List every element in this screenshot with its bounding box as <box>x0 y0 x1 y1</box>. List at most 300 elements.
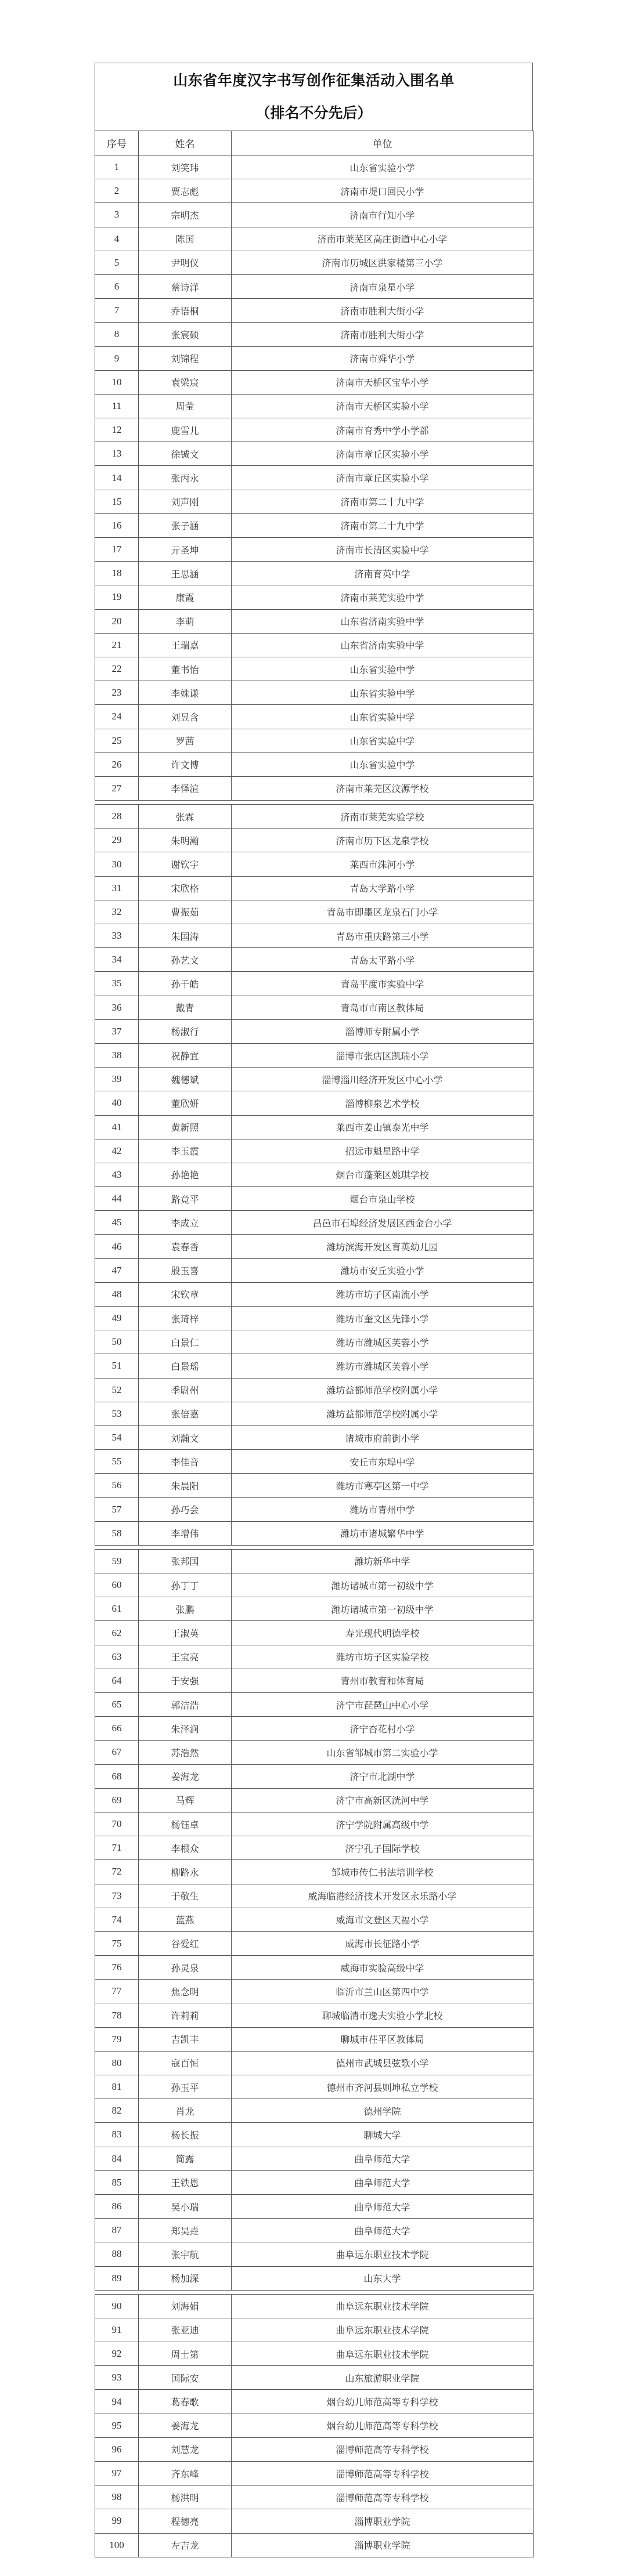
row-number: 56 <box>95 1474 139 1497</box>
row-unit: 济南市第二十九中学 <box>232 513 534 537</box>
row-name: 王淑英 <box>139 1621 232 1645</box>
row-unit: 潍坊市潍城区芙蓉小学 <box>232 1330 534 1354</box>
table-row <box>95 1621 534 1645</box>
row-number: 11 <box>95 394 139 418</box>
row-name: 孙艺文 <box>139 948 232 972</box>
row-number: 12 <box>95 418 139 442</box>
row-number: 27 <box>95 776 139 800</box>
row-number: 92 <box>95 2342 139 2366</box>
row-unit: 烟台幼儿师范高等专科学校 <box>232 2414 534 2437</box>
row-unit: 潍坊市奎文区先锋小学 <box>232 1307 534 1330</box>
row-unit: 淄博师专附属小学 <box>232 1019 534 1043</box>
row-number: 45 <box>95 1211 139 1235</box>
row-unit: 淄博师范高等专科学校 <box>232 2462 534 2485</box>
row-number: 20 <box>95 609 139 633</box>
row-unit: 邹城市传仁书法培训学校 <box>232 1860 534 1884</box>
row-unit: 淄博市张店区凯瑞小学 <box>232 1043 534 1067</box>
row-unit: 济南市莱芜区汶源学校 <box>232 776 534 800</box>
table-row <box>95 1645 534 1669</box>
row-unit: 德州市武城县弦歌小学 <box>232 2051 534 2075</box>
row-unit: 淄博师范高等专科学校 <box>232 2485 534 2509</box>
row-unit: 山东大学 <box>232 2266 534 2290</box>
row-name: 肖龙 <box>139 2099 232 2123</box>
table-row <box>95 1426 534 1449</box>
row-number: 24 <box>95 705 139 729</box>
table-row <box>95 1521 534 1545</box>
row-unit: 潍坊诸城市第一初级中学 <box>232 1573 534 1597</box>
row-unit: 烟台幼儿师范高等专科学校 <box>232 2390 534 2414</box>
row-unit: 潍坊市诸城繁华中学 <box>232 1521 534 1545</box>
row-number: 13 <box>95 442 139 466</box>
row-unit: 潍坊市安丘实验小学 <box>232 1258 534 1282</box>
row-name: 李成立 <box>139 1211 232 1235</box>
row-name: 郑昊垚 <box>139 2219 232 2242</box>
row-name: 董书怡 <box>139 657 232 681</box>
row-unit: 烟台市泉山学校 <box>232 1187 534 1211</box>
row-unit: 济南市胜利大街小学 <box>232 299 534 323</box>
row-number: 69 <box>95 1788 139 1812</box>
table-row <box>95 1931 534 1955</box>
table-row <box>95 2462 534 2485</box>
row-unit: 淄博师范高等专科学校 <box>232 2437 534 2461</box>
row-name: 李萌 <box>139 609 232 633</box>
row-unit: 潍坊市坊子区实验学校 <box>232 1645 534 1669</box>
row-name: 孙玉平 <box>139 2075 232 2099</box>
table-header-row <box>95 131 534 155</box>
row-number: 86 <box>95 2194 139 2218</box>
row-name: 路竟平 <box>139 1187 232 1211</box>
table-row <box>95 179 534 203</box>
row-name: 季尉州 <box>139 1378 232 1402</box>
row-name: 张子涵 <box>139 513 232 537</box>
row-unit: 德州学院 <box>232 2099 534 2123</box>
table-row <box>95 2027 534 2051</box>
row-number: 5 <box>95 251 139 274</box>
table-row <box>95 370 534 394</box>
row-unit: 青岛市即墨区龙泉石门小学 <box>232 900 534 924</box>
row-name: 谢钦宇 <box>139 852 232 876</box>
table-row <box>95 828 534 852</box>
table-row <box>95 2242 534 2266</box>
row-unit: 山东省济南实验中学 <box>232 609 534 633</box>
row-name: 苏浩然 <box>139 1741 232 1764</box>
row-name: 李佳音 <box>139 1450 232 1474</box>
row-unit: 曲阜远东职业技术学院 <box>232 2242 534 2266</box>
table-row <box>95 1235 534 1258</box>
row-name: 张琦梓 <box>139 1307 232 1330</box>
table-row <box>95 1115 534 1139</box>
row-number: 53 <box>95 1402 139 1426</box>
row-number: 73 <box>95 1884 139 1908</box>
row-name: 蓝燕 <box>139 1908 232 1931</box>
row-unit: 济南市历下区龙泉学校 <box>232 828 534 852</box>
row-number: 36 <box>95 996 139 1019</box>
row-number: 3 <box>95 203 139 227</box>
table-row <box>95 2051 534 2075</box>
table-row <box>95 2342 534 2366</box>
row-number: 68 <box>95 1764 139 1788</box>
row-name: 程德亮 <box>139 2509 232 2533</box>
row-number: 1 <box>95 155 139 179</box>
row-number: 39 <box>95 1068 139 1091</box>
row-unit: 济南市莱芜实验学校 <box>232 805 534 828</box>
row-name: 王思涵 <box>139 562 232 585</box>
row-unit: 曲阜师范大学 <box>232 2219 534 2242</box>
title-block <box>95 63 533 131</box>
row-name: 姜海龙 <box>139 1764 232 1788</box>
table-row <box>95 972 534 996</box>
row-unit: 威海市长征路小学 <box>232 1931 534 1955</box>
row-name: 张霖 <box>139 805 232 828</box>
table-row <box>95 1788 534 1812</box>
row-number: 4 <box>95 227 139 251</box>
row-number: 22 <box>95 657 139 681</box>
column-header-seq: 序号 <box>95 131 139 155</box>
row-number: 89 <box>95 2266 139 2290</box>
row-number: 15 <box>95 490 139 513</box>
row-unit: 莱西市姜山镇泰光中学 <box>232 1115 534 1139</box>
row-number: 7 <box>95 299 139 323</box>
table-row <box>95 2390 534 2414</box>
row-number: 91 <box>95 2318 139 2342</box>
row-unit: 青岛太平路小学 <box>232 948 534 972</box>
row-name: 国际安 <box>139 2366 232 2390</box>
roster-document <box>95 63 533 2557</box>
row-number: 50 <box>95 1330 139 1354</box>
row-unit: 聊城临清市逸夫实验小学北校 <box>232 2003 534 2027</box>
roster-table-sections <box>95 131 533 2557</box>
row-number: 28 <box>95 805 139 828</box>
row-number: 74 <box>95 1908 139 1931</box>
row-name: 杨洪明 <box>139 2485 232 2509</box>
row-name: 柳路永 <box>139 1860 232 1884</box>
row-unit: 济宁市高新区洸河中学 <box>232 1788 534 1812</box>
row-unit: 济南市第二十九中学 <box>232 490 534 513</box>
table-row <box>95 705 534 729</box>
row-name: 徐铖文 <box>139 442 232 466</box>
table-row <box>95 996 534 1019</box>
row-name: 张邦国 <box>139 1549 232 1573</box>
table-row <box>95 876 534 900</box>
row-number: 63 <box>95 1645 139 1669</box>
row-number: 75 <box>95 1931 139 1955</box>
table-row <box>95 1980 534 2003</box>
row-number: 80 <box>95 2051 139 2075</box>
row-number: 71 <box>95 1836 139 1860</box>
row-number: 44 <box>95 1187 139 1211</box>
table-row <box>95 2437 534 2461</box>
row-unit: 曲阜远东职业技术学院 <box>232 2342 534 2366</box>
row-name: 王铁恩 <box>139 2170 232 2194</box>
row-name: 寇百恒 <box>139 2051 232 2075</box>
table-row <box>95 1474 534 1497</box>
row-name: 吉凯丰 <box>139 2027 232 2051</box>
table-row <box>95 1163 534 1186</box>
row-number: 72 <box>95 1860 139 1884</box>
row-unit: 济南市莱芜区高庄街道中心小学 <box>232 227 534 251</box>
row-number: 95 <box>95 2414 139 2437</box>
row-number: 21 <box>95 633 139 657</box>
row-unit: 淄博职业学院 <box>232 2509 534 2533</box>
row-unit: 山东省实验中学 <box>232 681 534 705</box>
table-row <box>95 1908 534 1931</box>
table-row <box>95 442 534 466</box>
row-unit: 山东省邹城市第二实验小学 <box>232 1741 534 1764</box>
row-unit: 济南市莱芜实验中学 <box>232 585 534 609</box>
table-row <box>95 852 534 876</box>
row-number: 52 <box>95 1378 139 1402</box>
table-row <box>95 1282 534 1306</box>
table-row <box>95 1693 534 1717</box>
row-number: 76 <box>95 1956 139 1980</box>
column-header-unit: 单位 <box>232 131 534 155</box>
table-row <box>95 1597 534 1621</box>
row-unit: 山东省实验中学 <box>232 657 534 681</box>
row-name: 焦念明 <box>139 1980 232 2003</box>
row-unit: 济宁市琵琶山中心小学 <box>232 1693 534 1717</box>
row-unit: 青州市教育和体育局 <box>232 1669 534 1692</box>
table-row <box>95 562 534 585</box>
row-unit: 济南市长清区实验中学 <box>232 538 534 562</box>
row-number: 6 <box>95 274 139 298</box>
row-name: 许文博 <box>139 752 232 776</box>
row-name: 刘瀚文 <box>139 1426 232 1449</box>
row-unit: 潍坊新华中学 <box>232 1549 534 1573</box>
row-number: 93 <box>95 2366 139 2390</box>
row-name: 刘声刚 <box>139 490 232 513</box>
document-title: 山东省年度汉字书写创作征集活动入围名单 <box>173 72 455 89</box>
row-name: 周莹 <box>139 394 232 418</box>
row-number: 26 <box>95 752 139 776</box>
row-name: 罗茜 <box>139 729 232 752</box>
row-number: 100 <box>95 2533 139 2557</box>
table-row <box>95 729 534 752</box>
row-name: 贾志彪 <box>139 179 232 203</box>
table-row <box>95 633 534 657</box>
table-row <box>95 900 534 924</box>
table-row <box>95 1741 534 1764</box>
row-name: 孙巧会 <box>139 1497 232 1521</box>
row-unit: 青岛大学路小学 <box>232 876 534 900</box>
row-unit: 潍坊市青州中学 <box>232 1497 534 1521</box>
row-unit: 潍坊诸城市第一初级中学 <box>232 1597 534 1621</box>
row-unit: 济南市天桥区实验小学 <box>232 394 534 418</box>
row-unit: 寿光现代明德学校 <box>232 1621 534 1645</box>
row-name: 杨钰卓 <box>139 1812 232 1836</box>
table-row <box>95 2075 534 2099</box>
row-number: 46 <box>95 1235 139 1258</box>
row-name: 谷爱红 <box>139 1931 232 1955</box>
row-number: 17 <box>95 538 139 562</box>
table-row <box>95 776 534 800</box>
row-number: 83 <box>95 2123 139 2147</box>
table-row <box>95 1497 534 1521</box>
row-unit: 潍坊市潍城区芙蓉小学 <box>232 1354 534 1378</box>
row-number: 70 <box>95 1812 139 1836</box>
row-number: 19 <box>95 585 139 609</box>
row-number: 29 <box>95 828 139 852</box>
table-row <box>95 2509 534 2533</box>
table-row <box>95 418 534 442</box>
table-row <box>95 1187 534 1211</box>
table-row <box>95 2318 534 2342</box>
row-number: 96 <box>95 2437 139 2461</box>
table-row <box>95 2266 534 2290</box>
row-number: 66 <box>95 1717 139 1741</box>
row-number: 2 <box>95 179 139 203</box>
table-row <box>95 1378 534 1402</box>
row-name: 张宇航 <box>139 2242 232 2266</box>
row-name: 郭洁浩 <box>139 1693 232 1717</box>
row-name: 葛春歌 <box>139 2390 232 2414</box>
row-name: 刘海娟 <box>139 2294 232 2318</box>
table-row <box>95 466 534 490</box>
row-unit: 济宁市北湖中学 <box>232 1764 534 1788</box>
row-name: 杨长振 <box>139 2123 232 2147</box>
table-row <box>95 1836 534 1860</box>
table-row <box>95 538 534 562</box>
table-row <box>95 609 534 633</box>
row-name: 李玉霞 <box>139 1139 232 1163</box>
row-name: 朱晨阳 <box>139 1474 232 1497</box>
table-row <box>95 2003 534 2027</box>
row-name: 宋钦章 <box>139 1282 232 1306</box>
row-name: 殷玉喜 <box>139 1258 232 1282</box>
row-name: 鹿雪儿 <box>139 418 232 442</box>
table-row <box>95 1402 534 1426</box>
row-unit: 临沂市兰山区第四中学 <box>232 1980 534 2003</box>
row-name: 朱明瀚 <box>139 828 232 852</box>
row-unit: 潍坊益都师范学校附属小学 <box>232 1402 534 1426</box>
row-name: 孙艳艳 <box>139 1163 232 1186</box>
table-row <box>95 585 534 609</box>
row-unit: 山东旅游职业学院 <box>232 2366 534 2390</box>
row-name: 许莉莉 <box>139 2003 232 2027</box>
document-subtitle: （排名不分先后） <box>255 104 372 121</box>
row-number: 8 <box>95 323 139 346</box>
roster-table-section-4 <box>95 2294 534 2557</box>
row-name: 黄新照 <box>139 1115 232 1139</box>
row-number: 57 <box>95 1497 139 1521</box>
row-name: 杨加深 <box>139 2266 232 2290</box>
table-row <box>95 1258 534 1282</box>
roster-table-section-3 <box>95 1549 534 2291</box>
row-name: 尹明仪 <box>139 251 232 274</box>
row-number: 65 <box>95 1693 139 1717</box>
table-row <box>95 1354 534 1378</box>
table-row <box>95 657 534 681</box>
table-row <box>95 203 534 227</box>
row-unit: 烟台市蓬莱区姚琪学校 <box>232 1163 534 1186</box>
row-unit: 济南市章丘区实验小学 <box>232 466 534 490</box>
row-number: 87 <box>95 2219 139 2242</box>
row-number: 32 <box>95 900 139 924</box>
row-unit: 山东省实验小学 <box>232 155 534 179</box>
row-number: 41 <box>95 1115 139 1139</box>
row-unit: 青岛市市南区教体局 <box>232 996 534 1019</box>
row-number: 54 <box>95 1426 139 1449</box>
row-unit: 山东省实验中学 <box>232 729 534 752</box>
table-row <box>95 2123 534 2147</box>
table-row <box>95 1884 534 1908</box>
row-name: 袁梁宸 <box>139 370 232 394</box>
row-unit: 济南市舜华小学 <box>232 346 534 370</box>
row-name: 左吉龙 <box>139 2533 232 2557</box>
row-name: 亓圣坤 <box>139 538 232 562</box>
table-row <box>95 924 534 948</box>
row-name: 张鹏 <box>139 1597 232 1621</box>
row-name: 袁春香 <box>139 1235 232 1258</box>
table-row <box>95 752 534 776</box>
table-row <box>95 1091 534 1115</box>
row-number: 85 <box>95 2170 139 2194</box>
table-row <box>95 1068 534 1091</box>
row-unit: 济南市堤口回民小学 <box>232 179 534 203</box>
row-name: 齐东峰 <box>139 2462 232 2485</box>
row-name: 王宝亮 <box>139 1645 232 1669</box>
table-row <box>95 1211 534 1235</box>
row-number: 48 <box>95 1282 139 1306</box>
row-number: 82 <box>95 2099 139 2123</box>
row-name: 王瑞嘉 <box>139 633 232 657</box>
row-number: 47 <box>95 1258 139 1282</box>
row-number: 99 <box>95 2509 139 2533</box>
row-unit: 潍坊滨海开发区育英幼儿园 <box>232 1235 534 1258</box>
row-name: 蔡诗洋 <box>139 274 232 298</box>
row-name: 孙灵泉 <box>139 1956 232 1980</box>
column-header-name: 姓名 <box>139 131 232 155</box>
table-row <box>95 2533 534 2557</box>
row-unit: 昌邑市石埠经济发展区西金台小学 <box>232 1211 534 1235</box>
row-name: 陈国 <box>139 227 232 251</box>
row-unit: 安丘市东埠中学 <box>232 1450 534 1474</box>
row-number: 23 <box>95 681 139 705</box>
row-name: 刘锦程 <box>139 346 232 370</box>
table-row <box>95 2366 534 2390</box>
row-number: 98 <box>95 2485 139 2509</box>
row-number: 97 <box>95 2462 139 2485</box>
row-number: 60 <box>95 1573 139 1597</box>
row-number: 25 <box>95 729 139 752</box>
row-name: 董欣妍 <box>139 1091 232 1115</box>
row-number: 88 <box>95 2242 139 2266</box>
row-unit: 济南市泉星小学 <box>232 274 534 298</box>
table-row <box>95 1043 534 1067</box>
row-number: 64 <box>95 1669 139 1692</box>
row-name: 刘昱含 <box>139 705 232 729</box>
row-name: 李增伟 <box>139 1521 232 1545</box>
row-unit: 济南市天桥区宝华小学 <box>232 370 534 394</box>
row-unit: 曲阜远东职业技术学院 <box>232 2318 534 2342</box>
table-row <box>95 2485 534 2509</box>
table-row <box>95 2194 534 2218</box>
table-row <box>95 681 534 705</box>
row-name: 张亚迪 <box>139 2318 232 2342</box>
table-row <box>95 2170 534 2194</box>
row-name: 孙千皓 <box>139 972 232 996</box>
table-row <box>95 227 534 251</box>
row-name: 乔语桐 <box>139 299 232 323</box>
row-name: 杨淑行 <box>139 1019 232 1043</box>
row-name: 于敬生 <box>139 1884 232 1908</box>
table-row <box>95 1764 534 1788</box>
table-row <box>95 490 534 513</box>
row-number: 84 <box>95 2147 139 2170</box>
row-number: 58 <box>95 1521 139 1545</box>
row-number: 77 <box>95 1980 139 2003</box>
row-number: 90 <box>95 2294 139 2318</box>
table-row <box>95 1450 534 1474</box>
